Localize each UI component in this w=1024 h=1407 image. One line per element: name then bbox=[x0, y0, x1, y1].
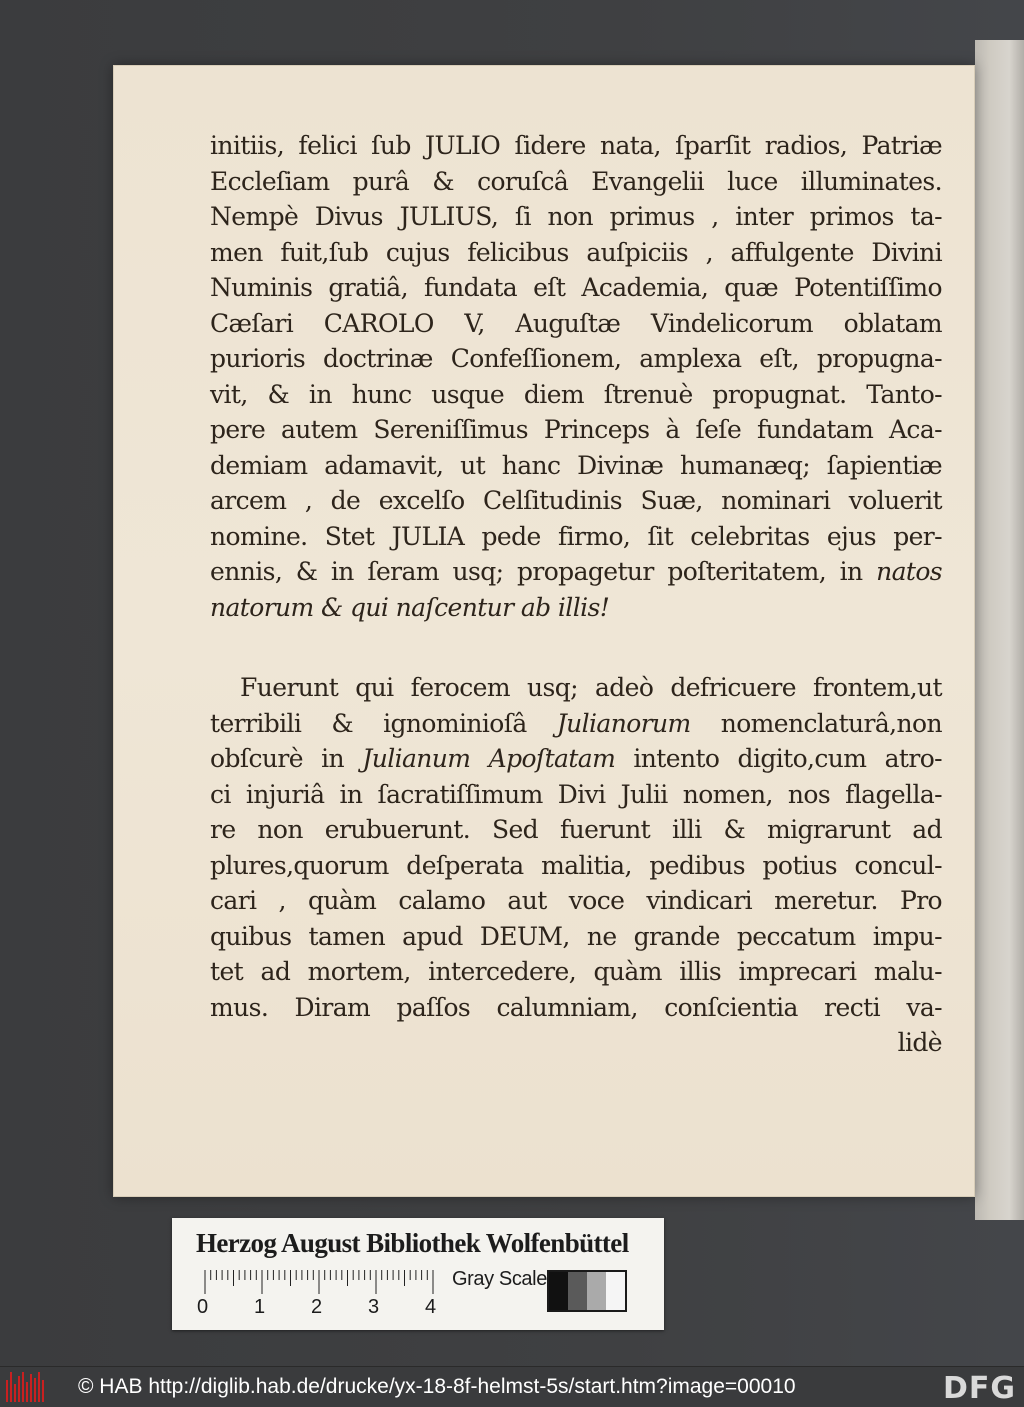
italic-segment: Julianum Apoſtatam bbox=[362, 744, 616, 773]
reference-ruler-card bbox=[172, 1218, 664, 1330]
gray-scale-label: Gray Scale bbox=[452, 1268, 547, 1290]
text-line-italic: natorum & qui naſcentur ab illis! bbox=[210, 592, 610, 622]
text-line: re non erubuerunt. Sed fuerunt illi & migrarunt ad bbox=[210, 815, 942, 844]
text-line: purioris doctrinæ Confeſſionem, amplexa eſt, propugna- bbox=[210, 344, 942, 373]
text-line: nomine. Stet JULIA pede firmo, ſit celebritas ejus per- bbox=[210, 521, 942, 551]
page-text bbox=[210, 128, 942, 1061]
gray-swatch bbox=[549, 1272, 568, 1310]
ruler-number: 1 bbox=[254, 1296, 266, 1318]
text-segment: obſcurè in bbox=[210, 744, 345, 773]
ruler-number: 4 bbox=[425, 1296, 437, 1318]
text-line: Fuerunt qui ferocem usq; adeò defricuere frontem,ut bbox=[240, 673, 942, 702]
text-line bbox=[210, 741, 942, 777]
text-line: Eccleſiam purâ & coruſcâ Evangelii luce illuminates. bbox=[210, 166, 942, 196]
text-line: tet ad mortem, intercedere, quàm illis imprecari malu- bbox=[210, 957, 942, 986]
hab-logo-icon bbox=[6, 1372, 50, 1402]
text-segment: terribili & ignominioſâ bbox=[210, 708, 527, 738]
ruler-ticks bbox=[204, 1270, 444, 1296]
text-line: quibus tamen apud DEUM, ne grande peccatum impu- bbox=[210, 921, 942, 951]
text-line: Numinis gratiâ, fundata eſt Academia, quæ Potentiſſimo bbox=[210, 273, 942, 302]
text-line: plures,quorum deſperata malitia, pedibus potius concul- bbox=[210, 850, 942, 880]
text-line bbox=[210, 706, 942, 742]
text-segment: intento digito,cum atro- bbox=[633, 744, 943, 773]
text-line: demiam adamavit, ut hanc Divinæ humanæq; ſapientiæ bbox=[210, 450, 942, 480]
ruler-number: 0 bbox=[197, 1296, 209, 1318]
gray-swatch bbox=[587, 1272, 606, 1310]
gray-swatch bbox=[568, 1272, 587, 1310]
ruler-number: 2 bbox=[311, 1296, 323, 1318]
text-line: arcem , de excelſo Celſitudinis Suæ, nominari voluerit bbox=[210, 486, 942, 515]
dfg-logo: DFG bbox=[942, 1371, 1016, 1406]
text-line: Cæſari CAROLO V, Auguſtæ Vindelicorum oblatam bbox=[210, 308, 942, 338]
catchword: lidè bbox=[897, 1028, 942, 1057]
paragraph-gap bbox=[210, 625, 942, 670]
text-segment: nomenclaturâ,non bbox=[720, 708, 942, 738]
text-line: ci injuriâ in ſacratiſſimum Divi Julii nomen, nos flagella- bbox=[210, 779, 942, 809]
text-segment: ennis, & in ſeram usq; propagetur poſteritatem, in bbox=[210, 557, 863, 586]
text-line: men fuit,ſub cujus felicibus auſpiciis , affulgente Divini bbox=[210, 237, 942, 267]
footer-bar bbox=[0, 1366, 1024, 1407]
source-url[interactable]: © HAB http://diglib.hab.de/drucke/yx-18-8f-helmst-5s/start.htm?image=00010 bbox=[78, 1375, 796, 1398]
adjacent-page-edge bbox=[975, 40, 1024, 1220]
gray-swatch bbox=[606, 1272, 625, 1310]
text-line: pere autem Sereniſſimus Princeps à ſeſe fundatam Aca- bbox=[210, 415, 942, 444]
text-line: cari , quàm calamo aut voce vindicari meretur. Pro bbox=[210, 886, 942, 915]
ruler-number: 3 bbox=[368, 1296, 380, 1318]
italic-segment: natos bbox=[876, 557, 942, 586]
text-line: mus. Diram paſſos calumniam, conſcientia recti va- bbox=[210, 992, 942, 1022]
text-line bbox=[210, 554, 942, 590]
text-line: initiis, felici ſub JULIO ſidere nata, ſparſit radios, Patriæ bbox=[210, 131, 942, 160]
gray-scale-swatches bbox=[547, 1270, 627, 1312]
text-line: Nempè Divus JULIUS, ſi non primus , inter primos ta- bbox=[210, 202, 942, 231]
italic-segment: Julianorum bbox=[556, 708, 691, 738]
library-title: Herzog August Bibliothek Wolfenbüttel bbox=[196, 1228, 629, 1258]
text-line: vit, & in hunc usque diem ſtrenuè propugnat. Tanto- bbox=[210, 379, 942, 409]
